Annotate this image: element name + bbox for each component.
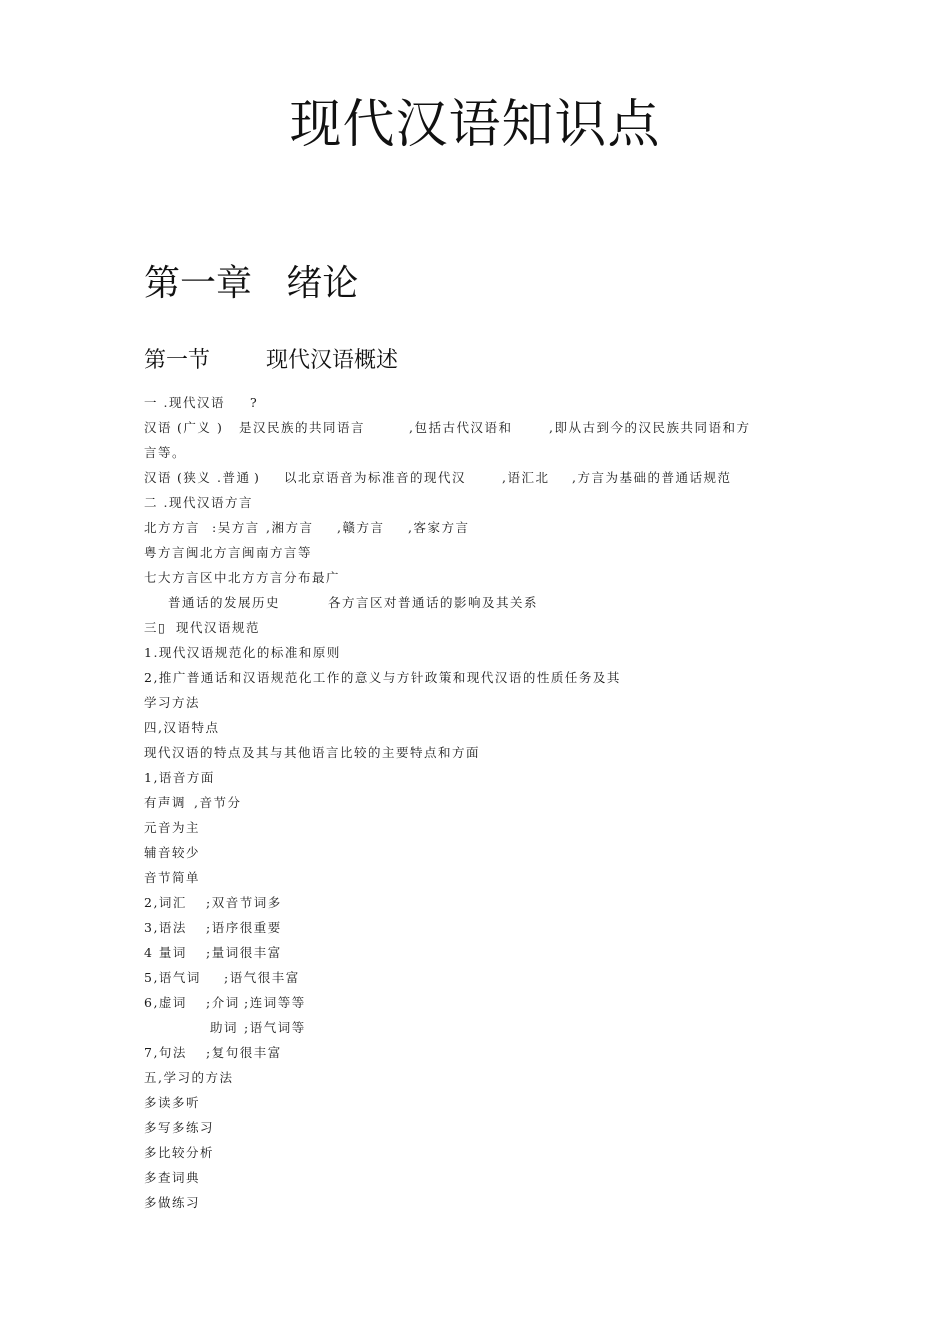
- body-line-segment: 7,句法: [144, 1045, 187, 1060]
- body-line-segment: 汉语: [144, 470, 173, 485]
- body-line-segment: 元音为主: [144, 820, 201, 835]
- body-line-segment: 粤方言闽北方言闽南方言等: [144, 545, 313, 560]
- body-line-segment: 2,推广普通话和汉语规范化工作的意义与方针政策和现代汉语的性质任务及其: [144, 670, 621, 685]
- body-line-segment: ,学习的方法: [158, 1070, 234, 1085]
- body-line-segment: ,音节分: [194, 795, 242, 810]
- body-line-segment: .普通: [217, 470, 251, 485]
- body-line-segment: ,赣方言: [337, 520, 385, 535]
- body-line-segment: ): [254, 470, 261, 485]
- body-line-segment: 5,语气词: [144, 970, 201, 985]
- body-line-segment: 多写多练习: [144, 1120, 215, 1135]
- body-line-segment: 北方方言: [144, 520, 201, 535]
- body-line-segment: 四: [144, 720, 159, 735]
- body-line-segment: 有声调: [144, 795, 187, 810]
- body-line-segment: 一 .现代汉语: [144, 395, 225, 410]
- body-line-segment: ;连词等等: [244, 995, 306, 1010]
- body-line-segment: ▯: [158, 620, 167, 635]
- body-line-segment: 二 .现代汉语方言: [144, 495, 253, 510]
- body-line-segment: ,包括古代汉语和: [409, 420, 513, 435]
- document-title: 现代汉语知识点: [289, 95, 661, 155]
- body-line-segment: 学习方法: [144, 695, 201, 710]
- section-heading: 第一节 现代汉语概述: [144, 348, 398, 373]
- body-line-segment: 现代汉语规范: [176, 620, 261, 635]
- body-line-segment: 辅音较少: [144, 845, 201, 860]
- body-line-segment: 多做练习: [144, 1195, 201, 1210]
- body-line-segment: (广义: [177, 420, 212, 435]
- body-line-segment: ;双音节词多: [206, 895, 282, 910]
- body-line-segment: ;语序很重要: [206, 920, 282, 935]
- body-line-segment: ;复句很丰富: [206, 1045, 282, 1060]
- body-line-segment: 现代汉语的特点及其与其他语言比较的主要特点和方面: [144, 745, 481, 760]
- body-line-segment: ;介词: [206, 995, 240, 1010]
- body-line-segment: 多读多听: [144, 1095, 201, 1110]
- body-line-segment: ;语气词等: [244, 1020, 306, 1035]
- body-line-segment: 1,语音方面: [144, 770, 215, 785]
- body-line-segment: 以北京语音为标准音的现代汉: [284, 470, 467, 485]
- body-line-segment: 多比较分析: [144, 1145, 215, 1160]
- body-line-segment: 4 量词: [144, 945, 187, 960]
- body-line-segment: 是汉民族的共同语言: [239, 420, 366, 435]
- body-line-segment: ,汉语特点: [158, 720, 220, 735]
- body-line-segment: ,语汇北: [502, 470, 550, 485]
- body-line-segment: ?: [250, 395, 259, 410]
- body-line-segment: 6,虚词: [144, 995, 187, 1010]
- chapter-heading: 第一章 绪论: [144, 263, 359, 304]
- body-line-segment: ;语气很丰富: [224, 970, 300, 985]
- body-line-segment: 七大方言区中北方方言分布最广: [144, 570, 341, 585]
- body-line-segment: 助词: [210, 1020, 239, 1035]
- body-line-segment: 2,词汇: [144, 895, 187, 910]
- body-line-segment: 音节简单: [144, 870, 201, 885]
- body-line-segment: 汉语: [144, 420, 173, 435]
- body-line-segment: :吴方言: [212, 520, 260, 535]
- body-line-segment: ,即从古到今的汉民族共同语和方: [549, 420, 751, 435]
- body-line-segment: 各方言区对普通话的影响及其关系: [328, 595, 539, 610]
- body-line-segment: 普通话的发展历史: [168, 595, 281, 610]
- body-line-segment: 言等。: [144, 445, 187, 460]
- body-line-segment: ;量词很丰富: [206, 945, 282, 960]
- body-line-segment: 多查词典: [144, 1170, 201, 1185]
- body-line-segment: ,湘方言: [266, 520, 314, 535]
- body-line-segment: 1.现代汉语规范化的标准和原则: [144, 645, 341, 660]
- body-line-segment: 3,语法: [144, 920, 187, 935]
- body-line-segment: 五: [144, 1070, 159, 1085]
- body-line-segment: 三: [144, 620, 159, 635]
- body-line-segment: ,方言为基础的普通话规范: [572, 470, 732, 485]
- body-line-segment: ,客家方言: [408, 520, 470, 535]
- body-line-segment: (狭义: [177, 470, 212, 485]
- body-line-segment: ): [217, 420, 224, 435]
